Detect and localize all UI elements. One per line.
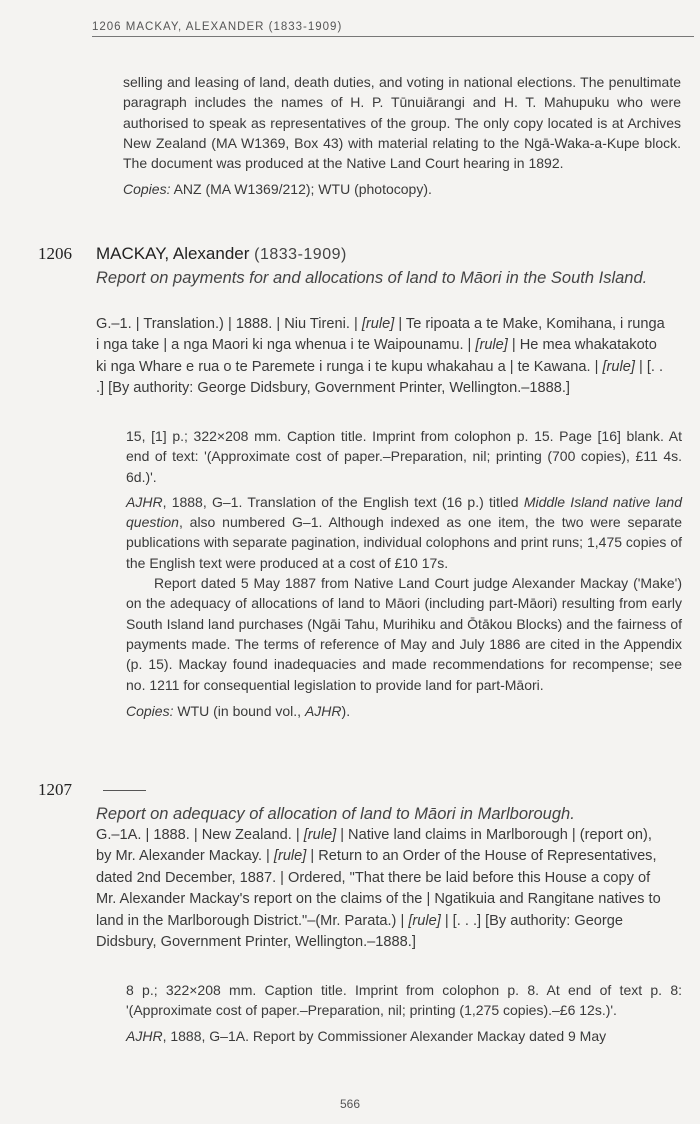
continuation-text xyxy=(123,72,681,200)
entry-number-1206: 1206 xyxy=(38,244,72,263)
transcription-part: | Return to an Order of the House of Representatives, dated 2nd December, 1887. | Ordered, "That there be laid before this House a copy of Mr. Alexander Mackay's report on the claims of the | Ngatikuia and Rangitane natives to land in the Marlborough District."–(Mr. Parata.) | xyxy=(96,848,661,929)
entry-notes-1207 xyxy=(126,980,682,1046)
transcription-part: . | 1888. | New Zealand. | xyxy=(137,827,304,843)
transcription-part: A xyxy=(127,827,138,843)
page-number: 566 xyxy=(339,1097,361,1111)
rule-marker: [rule] xyxy=(303,827,337,843)
note-part: , 1888, G–1 xyxy=(162,1027,236,1044)
note-part: AJHR xyxy=(126,493,163,510)
entry-heading-1206 xyxy=(96,244,347,264)
note-paragraph xyxy=(126,492,682,573)
rule-marker: [rule] xyxy=(602,358,635,375)
transcription-part: | [. . .] [By authority: George Didsbury, Government Printer, Wellington.–1888.] xyxy=(96,912,624,951)
entry-number-1207: 1207 xyxy=(38,780,72,799)
rule-marker: [rule] xyxy=(475,337,508,354)
entry-title-1206: Report on payments for and allocations of land to Māori in the South Island. xyxy=(96,269,648,287)
transcription-part: | Native land claims in Marlborough | (report on), by Mr. Alexander Mackay. | xyxy=(96,827,652,865)
continuation-copies xyxy=(123,179,681,199)
rule-marker: [rule] xyxy=(408,912,441,929)
copies-label: Copies: xyxy=(123,181,171,198)
note-part: . Report by Commissioner Alexander Mackay dated 9 May xyxy=(245,1027,607,1044)
physical-description: 15, [1] p.; 322×208 mm. Caption title. Imprint from colophon p. 15. Page [16] blank. At end of text: '(Approximate cost of paper.–Preparation, nil; printing (700 copies), £11 4s. 6d.)'. xyxy=(126,428,682,485)
entry-author: MACKAY, Alexander xyxy=(96,244,250,263)
title-transcription-1207 xyxy=(96,825,668,953)
note-paragraph: Report dated 5 May 1887 from Native Land Court judge Alexander Mackay ('Make') on the adequacy of allocations of land to Māori (including part-Māori) resulting from early South Island land purchases (Ngāi Tahu, Murihiku and Ōtākou Blocks) and the fairness of payments made. The terms of reference of May and July 1886 are cited in the Appendix (p. 15). Mackay found inadequacies and made recommendations for recompense; see no. 1211 for consequential legislation to provide land for part-Māori. xyxy=(126,575,682,693)
copies-part: AJHR xyxy=(304,702,342,719)
physical-description: 8 p.; 322×208 mm. Caption title. Imprint from colophon p. 8. At end of text p. 8: '(Approximate cost of paper.–Preparation, nil; printing (1,275 copies).–£6 12s.)'. xyxy=(126,982,682,1019)
note-paragraph xyxy=(126,1026,682,1046)
entry-dates: (1833-1909) xyxy=(254,246,347,263)
continuation-paragraph: selling and leasing of land, death duties, and voting in national elections. The penultimate paragraph includes the names of H. P. Tūnuiārangi and H. T. Mahupuku who were authorised to speak as representatives of the group. The only copy located is at Archives New Zealand (MA W1369, Box 43) with material relating to the Ngā-Waka-a-Kupe block. The document was produced at the Native Land Court hearing in 1892. xyxy=(123,74,681,172)
transcription-part: G.–1. | Translation.) | 1888. | Niu Tireni. | xyxy=(96,316,362,332)
running-head: 1206 MACKAY, ALEXANDER (1833-1909) xyxy=(92,21,694,37)
title-transcription-1206 xyxy=(96,314,668,400)
note-part: A xyxy=(235,1027,246,1044)
transcription-part: G.–1 xyxy=(96,827,128,843)
note-part: Middle Island native land question xyxy=(126,493,682,531)
entry-copies xyxy=(126,701,682,721)
author-repeat-dash xyxy=(103,790,146,791)
entry-notes-1206 xyxy=(126,426,682,721)
transcription-part: | [. . .] [By authority: George Didsbury, Government Printer, Wellington.–1888.] xyxy=(96,358,664,397)
rule-marker: [rule] xyxy=(273,848,307,865)
copies-part: WTU (in bound vol., xyxy=(173,702,305,719)
entry-title-1207: Report on adequacy of allocation of land to Māori in Marlborough. xyxy=(96,805,575,823)
copies-part: ). xyxy=(341,702,351,719)
transcription-part: | Te ripoata a te Make, Komihana, i runga i nga take | a nga Maori ki nga whenua i te Waipounamu. | xyxy=(96,316,665,354)
copies-label: Copies: xyxy=(126,702,174,719)
copies-text: ANZ (MA W1369/212); WTU (photocopy). xyxy=(170,181,432,198)
note-part: , 1888, G–1. Translation of the English text (16 p.) titled xyxy=(162,493,524,510)
note-part: AJHR xyxy=(126,1027,163,1044)
rule-marker: [rule] xyxy=(361,316,395,332)
transcription-part: | He mea whakatakoto ki nga Whare e rua o te Paremete i runga i te kupu whakahau a | te Kawana. | xyxy=(96,337,657,375)
note-part: , also numbered G–1. Although indexed as one item, the two were separate publications with separate pagination, individual colophons and print runs; 1,475 copies of the English text were produced at a cost of £10 17s. xyxy=(126,514,682,571)
